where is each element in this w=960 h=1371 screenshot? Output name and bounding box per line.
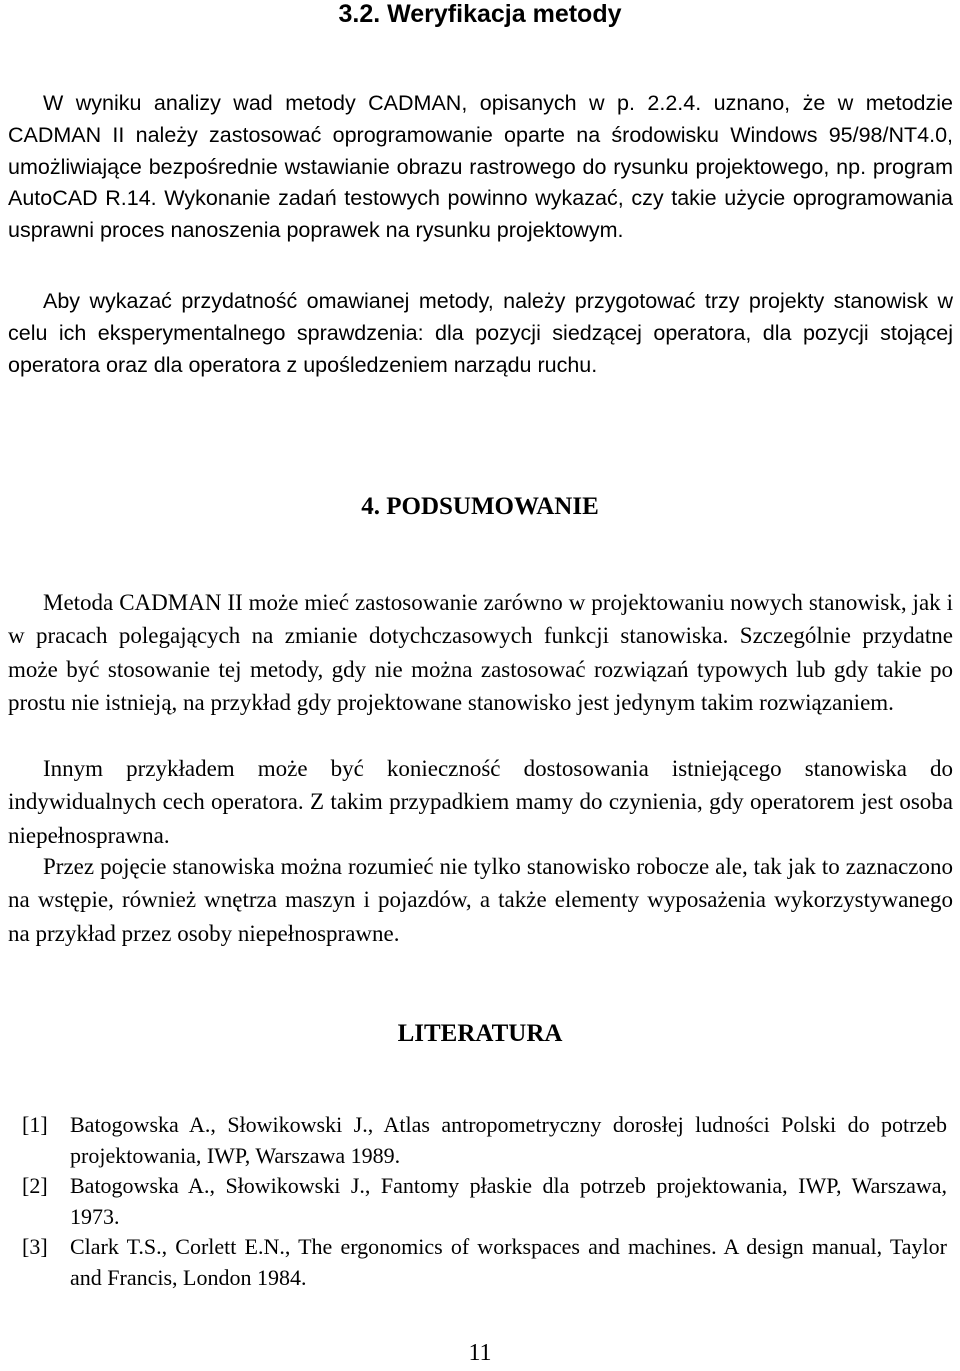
reference-item (22, 1232, 947, 1293)
section-title: 3.2. Weryfikacja metody (338, 0, 622, 28)
reference-number: [2] (22, 1173, 48, 1198)
literature-heading: LITERATURA (397, 1020, 563, 1047)
reference-item (22, 1171, 947, 1232)
reference-text: Batogowska A., Słowikowski J., Fantomy płaskie dla potrzeb projektowania, IWP, Warszawa, 1973. (70, 1173, 947, 1229)
reference-number: [1] (22, 1112, 48, 1137)
summary-paragraph-3: Przez pojęcie stanowiska można rozumieć nie tylko stanowisko robocze ale, tak jak to zaznaczono na wstępie, również wnętrza maszyn i pojazdów, a także elementy wyposażenia wykorzystywanego na przykład przez osoby niepełnosprawne. (8, 854, 953, 946)
reference-list (22, 1110, 947, 1293)
summary-heading: 4. PODSUMOWANIE (361, 493, 599, 520)
section-paragraph-2: Aby wykazać przydatność omawianej metody, należy przygotować trzy projekty stanowisk w celu ich eksperymentalnego sprawdzenia: dla pozycji siedzącej operatora, dla pozycji stojącej operatora oraz dla operatora z upośledzeniem narządu ruchu. (8, 289, 953, 377)
section-paragraph-1: W wyniku analizy wad metody CADMAN, opisanych w p. 2.2.4. uznano, że w metodzie CADMAN II należy zastosować oprogramowanie oparte na środowisku Windows 95/98/NT4.0, umożliwiające bezpośrednie wstawianie obrazu rastrowego do rysunku projektowego, np. program AutoCAD R.14. Wykonanie zadań testowych powinno wykazać, czy takie użycie oprogramowania usprawni proces nanoszenia poprawek na rysunku projektowym. (8, 91, 953, 243)
reference-text: Batogowska A., Słowikowski J., Atlas antropometryczny dorosłej ludności Polski do potrzeb projektowania, IWP, Warszawa 1989. (70, 1112, 947, 1168)
page-number: 11 (468, 1340, 492, 1366)
reference-text: Clark T.S., Corlett E.N., The ergonomics of workspaces and machines. A design manual, Taylor and Francis, London 1984. (70, 1234, 947, 1290)
summary-paragraph-2: Innym przykładem może być konieczność dostosowania istniejącego stanowiska do indywidualnych cech operatora. Z takim przypadkiem mamy do czynienia, gdy operatorem jest osoba niepełnosprawna. (8, 756, 953, 848)
summary-paragraph-1: Metoda CADMAN II może mieć zastosowanie zarówno w projektowaniu nowych stanowisk, jak i w pracach polegających na zmianie dotychczasowych funkcji stanowiska. Szczególnie przydatne może być stosowanie tej metody, gdy nie można zastosować rozwiązań typowych lub gdy takie po prostu nie istnieją, na przykład gdy projektowane stanowisko jest jedynym takim rozwiązaniem. (8, 590, 953, 716)
reference-item (22, 1110, 947, 1171)
reference-number: [3] (22, 1234, 48, 1259)
